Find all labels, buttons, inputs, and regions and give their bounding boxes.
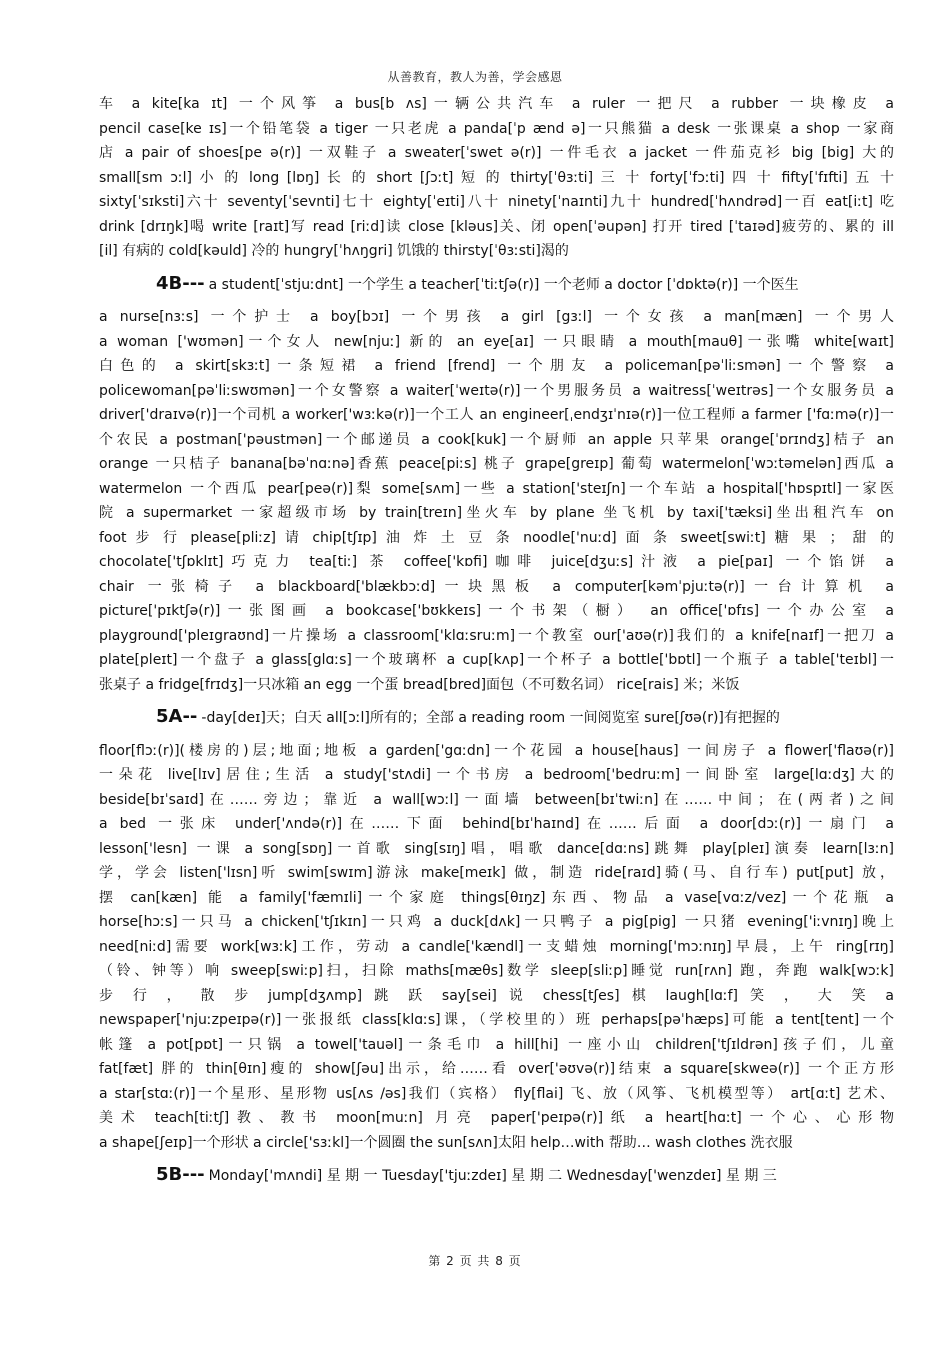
text-line: 帐篷 a pot[pɒt]一只锅 a towel['tauəl]一条毛巾 a hill[hi] 一座小山 children['tʃɪldrən]孩子们，儿童 xyxy=(99,1036,894,1053)
section-5a-heading xyxy=(99,705,894,731)
text-line: fat[fæt] 胖的 thin[θɪn]瘦的 show[ʃəu]出示，给……看 over['əʊvə(r)]结束 a square[skweə(r)] 一个正方形 xyxy=(99,1061,894,1077)
text-line: sixty[ˈsɪksti]六十 seventy[ˈsevnti]七十 eighty[ˈeɪti]八十 ninety[ˈnaɪnti]九十 hundred[ˈhʌndrəd]一百 eat[iːt] 吃 xyxy=(99,194,894,210)
section-5a-body xyxy=(99,739,894,1156)
text-line: driver['draɪvə(r)]一个司机 a worker['wɜːkə(r)]一个工人 an engineer[ˌendʒɪˈnɪə(r)]一位工程师 a farmer ['fɑːmə(r)]一 xyxy=(99,407,894,423)
page-footer: 第 2 页 共 8 页 xyxy=(428,1254,522,1268)
text-line: （铃、钟等）响 sweep[swiːp]扫，扫除 maths[mæθs]数学 sleep[sliːp]睡觉 run[rʌn] 跑，奔跑 walk[wɔːk] xyxy=(99,963,894,979)
section-first-line: -day[deɪ]天；白天 all[ɔːl]所有的；全部 a reading room 一间阅览室 sure[ʃʊə(r)]有把握的 xyxy=(201,710,780,726)
section-4b-body xyxy=(99,305,894,697)
text-line: pencil case[ke ɪs]一个铅笔袋 a tiger 一只老虎 a panda[ˈp ænd ə]一只熊猫 a desk 一张课桌 a shop 一家商 xyxy=(99,120,894,137)
section-label: 5A-- xyxy=(156,706,198,727)
text-line: 步 行 ， 散 步 jump[dʒʌmp] 跳 跃 say[sei] 说 chess[tʃes] 棋 laugh[lɑːf] 笑 ， 大 笑 a xyxy=(99,987,894,1004)
text-line: chocolate['tʃɒklɪt]巧克力 tea[tiː] 茶 coffee['kɒfi]咖啡 juice[dʒuːs]汁液 a pie[paɪ] 一个馅饼 a xyxy=(99,554,894,570)
text-line: small[sm ɔːl] 小 的 long [lɒŋ] 长 的 short [ʃɔːt] 短 的 thirty[ˈθɜːti] 三 十 forty[ˈfɔːti] 四 十 fifty[ˈfɪfti] 五 十 xyxy=(99,169,894,186)
vocabulary-content xyxy=(99,92,894,1197)
text-line: 车 a kite[ka ɪt] 一个风筝 a bus[b ʌs]一辆公共汽车 a ruler 一把尺 a rubber 一块橡皮 a xyxy=(99,96,894,112)
section-first-line: a student[ˈstjuːdnt] 一个学生 a teacher[ˈtiːtʃə(r)] 一个老师 a doctor [ˈdɒktə(r)] 一个医生 xyxy=(208,276,799,293)
text-line: 美术 teach[tiːtʃ]教、教书 moon[muːn] 月亮 paper['peɪpə(r)]纸 a heart[hɑːt]一个心、心形物 xyxy=(99,1110,894,1126)
text-line: plate[pleɪt]一个盘子 a glass[glɑːs]一个玻璃杯 a cup[kʌp]一个杯子 a bottle['bɒtl]一个瓶子 a table['teɪbl]一 xyxy=(99,652,894,668)
text-line: foot 步 行 please[pliːz] 请 chip[tʃɪp] 油 炸 土 豆 条 noodle['nuːd] 面 条 sweet[swiːt] 糖 果 ； 甜 的 xyxy=(99,529,894,546)
text-line: horse[hɔːs]一只马 a chicken['tʃɪkɪn]一只鸡 a duck[dʌk]一只鸭子 a pig[pig] 一只猪 evening['iːvnɪŋ]晚上 xyxy=(99,914,894,930)
section-5b-heading xyxy=(99,1163,894,1189)
text-line: a shape[ʃeɪp]一个形状 a circle['sɜːkl]一个圆圈 the sun[sʌn]太阳 help…with 帮助… wash clothes 洗衣服 xyxy=(99,1134,793,1151)
text-line: 学，学会 listen['lɪsn]听 swim[swɪm]游泳 make[meɪk] 做，制造 ride[raɪd]骑(马、自行车) put[put] 放， xyxy=(99,865,894,881)
text-line: 个农民 a postman['pəustmən]一个邮递员 a cook[kuk]一个厨师 an apple 只苹果 orange[ˈɒrɪndʒ]桔子 an xyxy=(99,431,894,448)
text-line: picture['pɪktʃə(r)]一张图画 a bookcase['bʊkkeɪs]一个书架（橱） an office['ɒfɪs]一个办公室 a xyxy=(99,603,894,619)
text-line: 白色的 a skirt[skɜːt]一条短裙 a friend [frend] 一个朋友 a policeman[pəˈliːsmən]一个警察 a xyxy=(99,358,894,374)
text-line: a bed 一张床 under['ʌndə(r)]在……下面 behind[bɪˈhaɪnd]在……后面 a door[dɔː(r)]一扇门 a xyxy=(99,816,894,832)
text-line: 店 a pair of shoes[pe ə(r)] 一双鞋子 a sweater[ˈswet ə(r)] 一件毛衣 a jacket 一件茄克衫 big [big] 大的 xyxy=(99,145,894,161)
page-header: 从善教育，教人为善，学会感恩 xyxy=(387,70,563,84)
text-line: [il] 有病的 cold[kəuld] 冷的 hungry[ˈhʌŋgri] 饥饿的 thirsty[ˈθɜːsti]渴的 xyxy=(99,243,569,259)
text-line: newspaper['njuːzpeɪpə(r)]一张报纸 class[klɑːs]课，（学校里的）班 perhaps[pəˈhæps]可能 a tent[tent]一个 xyxy=(99,1012,894,1028)
text-line: orange 一只桔子 banana[bəˈnɑːnə]香蕉 peace[piːs] 桃子 grape[greɪp] 葡萄 watermelon[ˈwɔːtəmelən]西瓜 a xyxy=(99,456,894,472)
section-label: 4B--- xyxy=(156,272,205,294)
text-line: 摆 can[kæn] 能 a family['fæmɪli]一个家庭 things[θɪŋz]东西、物品 a vase[vɑːz/vez]一个花瓶 a xyxy=(99,889,894,906)
text-line: a star[stɑː(r)]一个星形、星形物 us[ʌs /əs]我们（宾格） fly[flai] 飞、放（风筝、飞机模型等） art[ɑːt] 艺术、 xyxy=(99,1085,894,1102)
section-label: 5B--- xyxy=(156,1164,205,1185)
text-line: floor[flɔː(r)](楼房的)层;地面;地板 a garden['gɑːdn]一个花园 a house[haus] 一间房子 a flower['flaʊə(r)] xyxy=(99,742,894,759)
section-4b-heading xyxy=(99,272,894,298)
text-line: 院 a supermarket 一家超级市场 by train[treɪn]坐火车 by plane 坐飞机 by taxi['tæksi]坐出租汽车 on xyxy=(99,505,894,521)
section-first-line: Monday['mʌndi] 星 期 一 Tuesday['tjuːzdeɪ] 星 期 二 Wednesday['wenzdeɪ] 星 期 三 xyxy=(208,1168,777,1184)
text-line: beside[bɪˈsaɪd]在……旁边；靠近 a wall[wɔːl]一面墙 between[bɪˈtwiːn]在……中间；在(两者)之间 xyxy=(99,791,894,808)
text-line: a nurse[nɜːs] 一个护士 a boy[bɔɪ] 一个男孩 a girl [gɜːl] 一个女孩 a man[mæn] 一个男人 xyxy=(99,309,894,325)
text-line: a woman ['wʊmən]一个女人 new[njuː] 新的 an eye[aɪ] 一只眼睛 a mouth[mauθ]一张嘴 white[waɪt] xyxy=(99,333,894,350)
text-line: need[niːd]需要 work[wɜːk]工作，劳动 a candle['kændl]一支蜡烛 morning['mɔːnɪŋ]早晨，上午 ring[rɪŋ] xyxy=(99,938,894,955)
text-line: chair 一张椅子 a blackboard['blækbɔːd]一块黑板 a computer[kəmˈpjuːtə(r)]一台计算机 a xyxy=(99,578,894,595)
text-line: lesson['lesn] 一课 a song[sɒŋ]一首歌 sing[sɪŋ]唱，唱歌 dance[dɑːns]跳舞 play[pleɪ]演奏 learn[lɜːn] xyxy=(99,840,894,857)
text-line: policewoman[pəˈliːswʊmən]一个女警察 a waiter[ˈweɪtə(r)]一个男服务员 a waitress[ˈweɪtrəs]一个女服务员 a xyxy=(99,382,894,399)
text-line: 张桌子 a fridge[frɪdʒ]一只冰箱 an egg 一个蛋 bread[bred]面包（不可数名词） rice[rais] 米；米饭 xyxy=(99,676,740,693)
text-line: playground['pleɪgraʊnd]一片操场 a classroom['klɑːsruːm]一个教室 our['aʊə(r)]我们的 a knife[naɪf]一把刀 a xyxy=(99,627,894,644)
text-line: watermelon 一个西瓜 pear[peə(r)]梨 some[sʌm]一些 a station['steɪʃn]一个车站 a hospital['hɒspɪtl]一家医 xyxy=(99,480,894,497)
text-line: drink [drɪŋk]喝 write [raɪt]写 read [riːd]读 close [kləus]关、闭 open[ˈəupən] 打开 tired [ˈtaɪəd]疲劳的、累的 ill xyxy=(99,218,894,235)
text-line: 一朵花 live[lɪv]居住;生活 a study['stʌdi]一个书房 a bedroom['bedruːm]一间卧室 large[lɑːdʒ]大的 xyxy=(99,767,894,783)
